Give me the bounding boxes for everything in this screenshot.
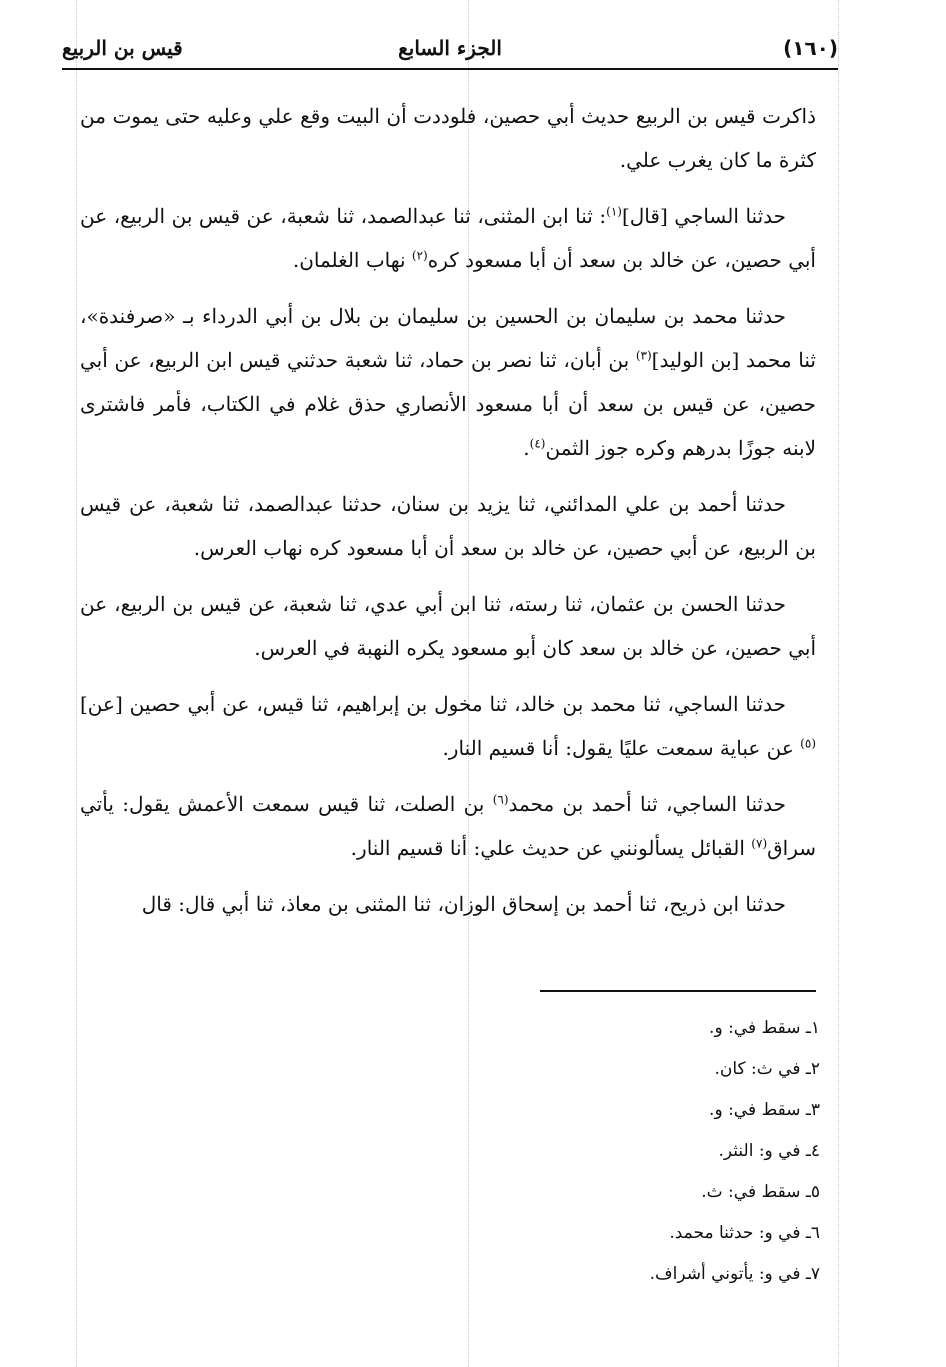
footnote-ref: (٧) (751, 836, 768, 851)
paragraph-text: حدثنا الساجي، ثنا محمد بن خالد، ثنا مخول بن إبراهيم، ثنا قيس، عن أبي حصين [عن] (80, 692, 786, 716)
footnote: ٢ـ في ث: كان. (714, 1059, 820, 1079)
paragraph-text: القبائل يسألونني عن حديث علي: أنا قسيم النار. (350, 836, 752, 860)
footnote: ٦ـ في و: حدثنا محمد. (669, 1223, 820, 1243)
footnote-ref: (١) (606, 204, 622, 219)
footnotes (300, 1008, 820, 1295)
paragraph (80, 682, 816, 770)
paragraph (80, 882, 816, 926)
footnote: ١ـ سقط في: و. (709, 1018, 820, 1038)
paragraph-text: حدثنا الحسن بن عثمان، ثنا رسته، ثنا ابن أبي عدي، ثنا شعبة، عن قيس بن الربيع، عن أبي حصين، عن خالد بن سعد كان أبو مسعود يكره النهبة في العرس. (80, 592, 816, 660)
paragraph-text: : ثنا ابن المثنى، ثنا عبدالصمد، ثنا شعبة، عن قيس بن الربيع، عن أبي حصين، عن خالد بن سعد أن أبا مسعود كره (80, 204, 816, 272)
scan-artifact-line (76, 0, 77, 1367)
paragraph-text: بن الصلت، ثنا قيس سمعت الأعمش يقول: يأتي سراق (80, 792, 816, 860)
paragraph-text: حدثنا الساجي، ثنا أحمد بن محمد (508, 792, 786, 816)
paragraph-text: عن عباية سمعت عليًا يقول: أنا قسيم النار. (442, 736, 801, 760)
paragraph (80, 294, 816, 470)
paragraph-text: نهاب الغلمان. (292, 248, 412, 272)
footnote: ٧ـ في و: يأتوني أشراف. (649, 1264, 820, 1284)
paragraph-text: ذاكرت قيس بن الربيع حديث أبي حصين، فلوددت أن البيت وقع علي وعليه حتى يموت من كثرة ما كان يغرب علي. (80, 104, 816, 172)
page-header (62, 30, 838, 70)
footnote-ref: (٤) (529, 436, 546, 451)
footnote: ٤ـ في و: النثر. (718, 1141, 820, 1161)
paragraph (80, 94, 816, 182)
footnote: ٥ـ سقط في: ث. (701, 1182, 820, 1202)
paragraph (80, 194, 816, 282)
page-number: (١٦٠) (783, 36, 838, 60)
main-text (80, 94, 816, 938)
paragraph-text: بن أبان، ثنا نصر بن حماد، ثنا شعبة حدثني قيس ابن الربيع، عن أبي حصين، عن قيس بن سعد أن أبا مسعود الأنصاري حذق غلام في الكتاب، فأمر فاشترى لابنه جوزًا بدرهم وكره جوز الثمن (80, 348, 816, 460)
volume-title: الجزء السابع (398, 36, 502, 60)
footnote: ٣ـ سقط في: و. (709, 1100, 820, 1120)
scan-artifact-line (838, 0, 839, 1367)
paragraph-text: حدثنا ابن ذريح، ثنا أحمد بن إسحاق الوزان، ثنا المثنى بن معاذ، ثنا أبي قال: قال (141, 892, 786, 916)
footnote-ref: (٢) (411, 248, 428, 263)
paragraph (80, 582, 816, 670)
section-name: قيس بن الربيع (62, 36, 183, 60)
footnote-ref: (٦) (492, 792, 509, 807)
footnote-ref: (٣) (635, 348, 652, 363)
paragraph (80, 482, 816, 570)
paragraph-text: حدثنا محمد بن سليمان بن الحسين بن سليمان بن بلال بن أبي الدرداء بـ «صرفندة»، ثنا محمد [بن الوليد] (80, 304, 816, 372)
footnote-rule (540, 990, 816, 992)
paragraph (80, 782, 816, 870)
paragraph-text: حدثنا الساجي [قال] (621, 204, 786, 228)
header-rule (62, 68, 838, 70)
paragraph-text: . (523, 436, 530, 460)
paragraph-text: حدثنا أحمد بن علي المدائني، ثنا يزيد بن سنان، حدثنا عبدالصمد، ثنا شعبة، عن قيس بن الربيع، عن أبي حصين، عن خالد بن سعد أن أبا مسعود كره نهاب العرس. (80, 492, 816, 560)
footnote-ref: (٥) (800, 736, 816, 751)
